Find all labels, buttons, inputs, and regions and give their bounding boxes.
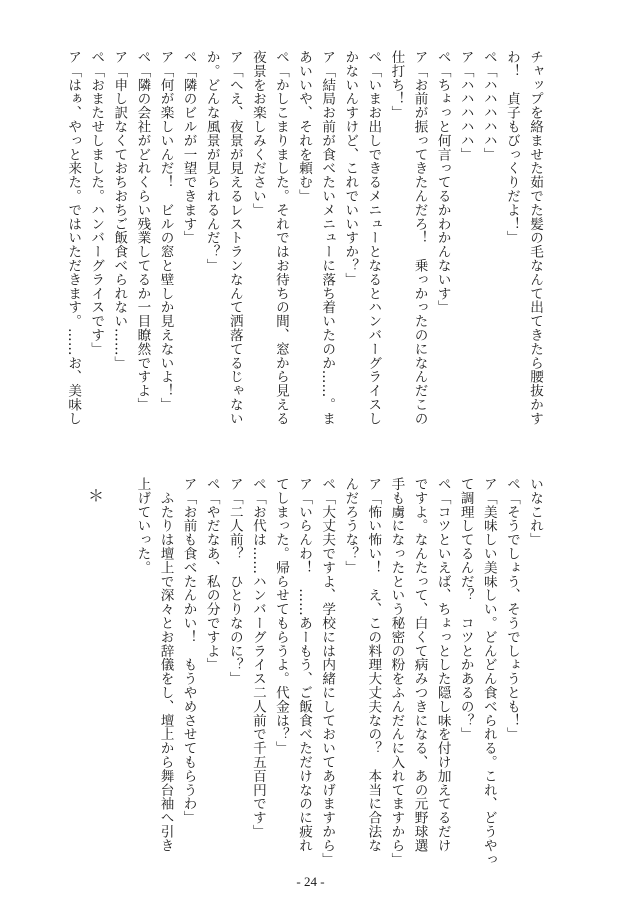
text-line: ア「申し訳なくておちおちご飯食べられない……」: [111, 50, 128, 370]
text-line: ペ「かしこまりました。それではお待ちの間、窓から見える: [272, 50, 289, 426]
text-line: ア「ハハハハハ」: [457, 50, 474, 162]
text-line: ペ「隣のビルが一望できます」: [180, 50, 197, 245]
page-number: - 24 -: [296, 874, 325, 889]
text-line: ですよ。なんたって、白くて病みつきになる、あの元野球選: [411, 477, 428, 853]
text-line: ア「結局お前が食べたいメニューに落ち着いたのか……。ま: [319, 50, 336, 426]
text-line: ア「お前が振ってきたんだろ！ 乗っかったのになんだこの: [411, 50, 428, 426]
text-line: ペ「大丈夫ですよ、学校には内緒にしておいてあげますから」: [319, 477, 336, 867]
text-block-top: [61, 50, 546, 445]
text-line: ア「いらんわ！ ……あーもう、ご飯食べただけなのに疲れ: [296, 477, 313, 853]
text-line: ペ「お代は……ハンバーグライス二人前で千五百円です」: [249, 477, 266, 839]
text-line: あいいや、それを頼む」: [296, 50, 313, 203]
section-break-asterisk: ＊: [88, 486, 105, 505]
text-line: ア「怖い怖い！ え、この料理大丈夫なの？ 本当に合法な: [365, 477, 382, 853]
text-line: ペ「おまたせしました。ハンバーグライスです」: [88, 50, 105, 356]
text-line: ペ「いまお出しできるメニューとなるとハンバーグライスし: [365, 50, 382, 426]
text-line: わ！ 貞子もびっくりだよ！」: [503, 50, 520, 245]
text-line: 上げていった。: [134, 477, 151, 575]
text-line: ペ「コツといえば、ちょっとした隠し味を付け加えてるだけ: [434, 477, 451, 853]
text-line: ペ「そうでしょう、そうでしょうとも！」: [503, 477, 520, 742]
text-line: ア「はぁ、やっと来た。ではいただきます。……お、美味し: [65, 50, 82, 426]
text-line: ペ「隣の会社がどれくらい残業してるか一目瞭然ですよ」: [134, 50, 151, 412]
text-line: いなこれ」: [527, 477, 543, 547]
text-line: 仕打ち！」: [388, 50, 405, 120]
text-line: チャップを絡ませた茹でた髪の毛なんて出てきたら腰抜かす: [527, 50, 543, 426]
text-line: て調理してるんだ？ コツとかあるの？」: [457, 477, 474, 742]
text-line: かないんすけど、これでいいすか？」: [342, 50, 359, 287]
text-line: ア「何が楽しいんだ！ ビルの窓と壁しか見えないよ！」: [157, 50, 174, 412]
text-line: ア「美味しい美味しい。どんどん食べられる。これ、どうやっ: [480, 477, 497, 867]
text-line: ペ「ハハハハハ」: [480, 50, 497, 162]
text-line: てしまった。帰らせてもらうよ。代金は？」: [272, 477, 289, 755]
text-line: 手も虜になったという秘密の粉をふんだんに入れてますから」: [388, 477, 405, 867]
text-line: ふたりは壇上で深々とお辞儀をし、壇上から舞台袖へ引き: [157, 477, 174, 853]
text-line: ペ「ちょっと何言ってるかわかんないす」: [434, 50, 451, 315]
text-line: ペ「やだなあ、私の分ですよ」: [203, 477, 220, 672]
text-block-bottom: [130, 477, 546, 867]
text-line: んだろうな？」: [342, 477, 359, 575]
text-line: ア「お前も食べたんかい！ もうやめさせてもらうわ」: [180, 477, 197, 825]
text-line: ア「二人前？ ひとりなのに？」: [226, 477, 243, 686]
text-line: か。どんな風景が見られるんだ？」: [203, 50, 220, 273]
text-line: 夜景をお楽しみください」: [249, 50, 266, 217]
text-line: ア「へえ、夜景が見えるレストランなんて洒落てるじゃない: [226, 50, 243, 426]
